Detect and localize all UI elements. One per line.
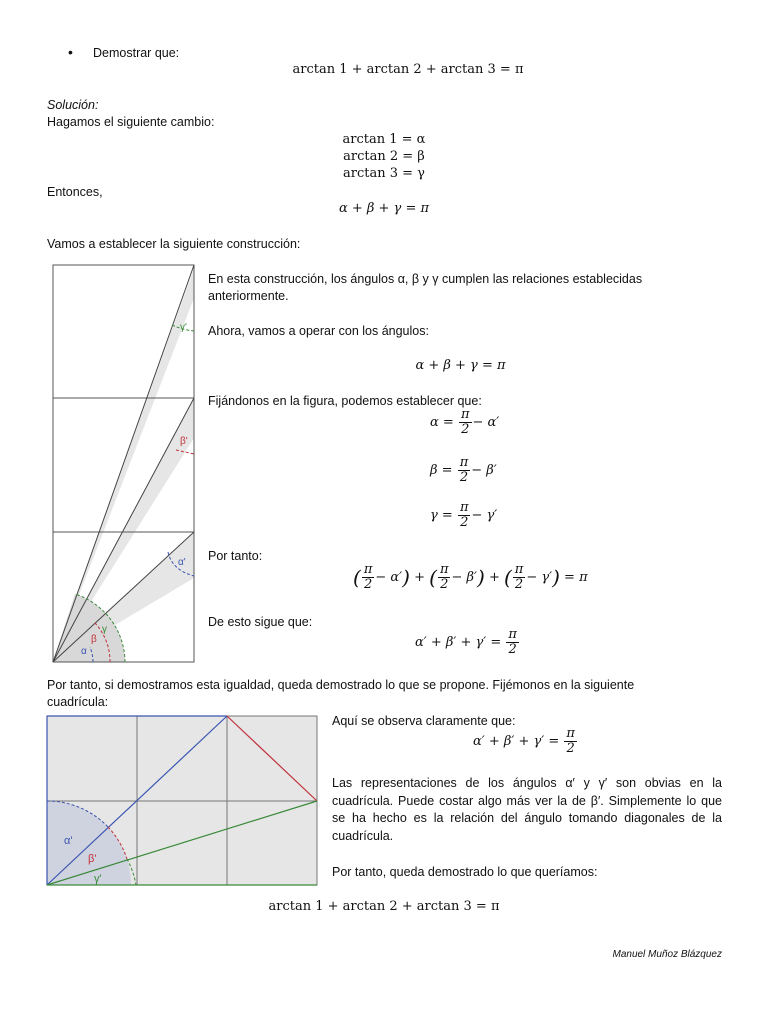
label-gamma-prime: γ'	[180, 322, 187, 333]
label-beta: β	[91, 634, 97, 645]
conclusion-text: Por tanto, queda demostrado lo que queríamos:	[332, 865, 598, 879]
sum-equation: α + β + γ = π	[338, 201, 430, 216]
gamma-relation: γ = $\frac{\pi}{2}$ − γ′	[430, 500, 498, 530]
then-label: Entonces,	[47, 185, 103, 199]
alpha-relation: α = $\frac{\pi}{2}$ − α′	[430, 407, 500, 437]
final-equation: arctan 1 + arctan 2 + arctan 3 = π	[268, 899, 500, 914]
label-beta-prime: β'	[180, 436, 188, 447]
para2: Las representaciones de los ángulos α′ y γ′ son obvias en la cuadrícula. Puede costar algo más ver la de β′. Simplemente lo que se ha hecho es la relación del ángulo tomando diagonales de la cuadrícula.	[332, 776, 722, 843]
figure-text: Fijándonos en la figura, podemos establecer que:	[208, 394, 482, 408]
solution-label: Solución:	[47, 98, 99, 112]
change-eq-1: arctan 1 = α	[342, 132, 426, 147]
label-alpha: α	[81, 646, 87, 657]
grid-intro-line1: Por tanto, si demostramos esta igualdad, queda demostrado lo que se propone. Fijémonos en la siguiente	[47, 678, 635, 692]
change-intro: Hagamos el siguiente cambio:	[47, 115, 215, 129]
big-equation: ( $\frac{\pi}{2}$ − α′) + ( $\frac{\pi}{2}$ − β′) + ( $\frac{\pi}{2}$ − γ′) = π	[353, 562, 588, 592]
prime-sum-equation: α′ + β′ + γ′ = $\frac{\pi}{2}$	[415, 627, 517, 657]
label-alpha-prime: α'	[178, 557, 186, 568]
grid-intro-line2: cuadrícula:	[47, 695, 109, 709]
construction-figure	[44, 258, 204, 668]
change-eq-3: arctan 3 = γ	[343, 166, 425, 181]
operate-text: Ahora, vamos a operar con los ángulos:	[208, 324, 429, 338]
grid-figure	[44, 712, 324, 890]
para1-line1: En esta construcción, los ángulos α, β y γ cumplen las relaciones establecidas	[208, 272, 643, 286]
main-equation: arctan 1 + arctan 2 + arctan 3 = π	[292, 62, 524, 77]
prime-sum-equation-2: α′ + β′ + γ′ = $\frac{\pi}{2}$	[473, 726, 575, 756]
bullet-text: Demostrar que:	[93, 46, 180, 60]
label-gamma: γ	[102, 624, 107, 635]
construction-intro: Vamos a establecer la siguiente construcción:	[47, 237, 301, 251]
para1-line2: anteriormente.	[208, 289, 289, 303]
sum-equation-2: α + β + γ = π	[415, 358, 506, 373]
change-eq-2: arctan 2 = β	[343, 149, 425, 164]
clearly-text: Aquí se observa claramente que:	[332, 714, 516, 728]
beta-relation: β = $\frac{\pi}{2}$ − β′	[430, 455, 497, 485]
author: Manuel Muñoz Blázquez	[612, 949, 722, 960]
label-gamma-prime-2: γ'	[94, 873, 102, 885]
follows-label: De esto sigue que:	[208, 615, 313, 629]
bullet-dot: •	[68, 44, 73, 60]
label-alpha-prime-2: α'	[64, 835, 73, 847]
label-beta-prime-2: β'	[88, 853, 97, 865]
therefore-label: Por tanto:	[208, 549, 263, 563]
